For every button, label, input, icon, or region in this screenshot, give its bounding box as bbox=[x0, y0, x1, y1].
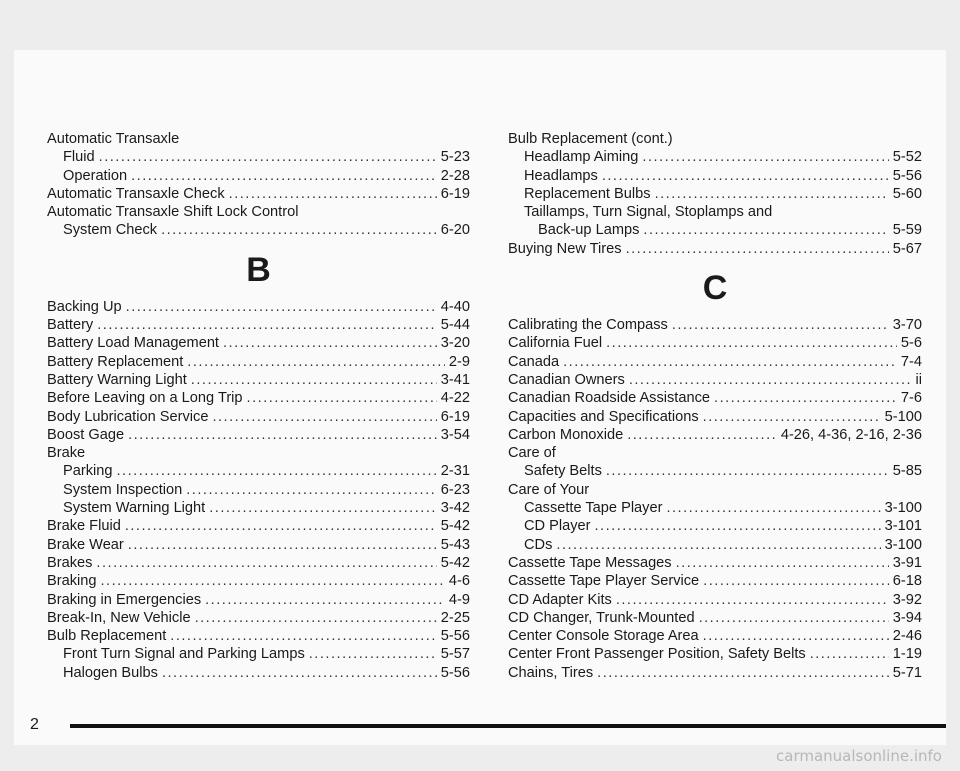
entry-text: Safety Belts bbox=[524, 463, 602, 480]
index-entry bbox=[47, 499, 470, 517]
dot-leader bbox=[626, 240, 889, 258]
dot-leader bbox=[187, 353, 445, 371]
entry-text: CD Changer, Trunk-Mounted bbox=[508, 609, 695, 626]
group-b bbox=[47, 298, 470, 682]
entry-page: 3-101 bbox=[884, 518, 922, 535]
entry-text: Brake bbox=[47, 445, 86, 462]
entry-text: Braking in Emergencies bbox=[47, 591, 202, 608]
index-entry bbox=[508, 130, 922, 148]
dot-leader bbox=[629, 371, 912, 389]
entry-text: Brake Wear bbox=[47, 536, 124, 553]
entry-page: 6-19 bbox=[440, 185, 470, 202]
entry-text: Back-up Lamps bbox=[538, 222, 640, 239]
dot-leader bbox=[212, 408, 436, 426]
entry-page: 4-22 bbox=[440, 390, 470, 407]
dot-leader bbox=[170, 627, 437, 645]
entry-text: Capacities and Specifications bbox=[508, 408, 699, 425]
entry-text: Calibrating the Compass bbox=[508, 317, 668, 334]
index-entry bbox=[508, 240, 922, 258]
dot-leader bbox=[672, 316, 889, 334]
dot-leader bbox=[676, 554, 889, 572]
entry-page: 5-100 bbox=[884, 408, 922, 425]
entry-page: 6-18 bbox=[892, 573, 922, 590]
entry-text: Carbon Monoxide bbox=[508, 426, 624, 443]
dot-leader bbox=[666, 499, 880, 517]
index-entry bbox=[47, 462, 470, 480]
dot-leader bbox=[643, 221, 888, 239]
entry-page: 5-57 bbox=[440, 646, 470, 663]
entry-text: Operation bbox=[63, 167, 128, 184]
dot-leader bbox=[627, 426, 777, 444]
dot-leader bbox=[186, 481, 437, 499]
dot-leader bbox=[703, 408, 881, 426]
entry-text: Battery Warning Light bbox=[47, 371, 187, 388]
entry-page: 6-23 bbox=[440, 481, 470, 498]
entry-page: 4-6 bbox=[448, 573, 470, 590]
index-entry bbox=[508, 462, 922, 480]
dot-leader bbox=[699, 609, 889, 627]
entry-page: ii bbox=[915, 371, 922, 388]
dot-leader bbox=[223, 334, 437, 352]
entry-text: Automatic Transaxle bbox=[47, 131, 180, 147]
entry-text: Parking bbox=[63, 463, 113, 480]
entry-page: 5-60 bbox=[892, 185, 922, 202]
index-entry bbox=[47, 444, 470, 462]
entry-page: 7-6 bbox=[900, 390, 922, 407]
section-letter-b: B bbox=[246, 250, 271, 289]
footer-rule bbox=[70, 724, 946, 728]
entry-text: Bulb Replacement (cont.) bbox=[508, 131, 673, 147]
entry-text: Before Leaving on a Long Trip bbox=[47, 390, 243, 407]
entry-text: Front Turn Signal and Parking Lamps bbox=[63, 646, 305, 663]
entry-page: 4-26, 4-36, 2-16, 2-36 bbox=[780, 426, 922, 443]
group-c bbox=[508, 316, 922, 682]
index-entry bbox=[47, 645, 470, 663]
index-entry bbox=[508, 591, 922, 609]
entry-page: 2-28 bbox=[440, 167, 470, 184]
index-entry bbox=[47, 408, 470, 426]
entry-page: 3-41 bbox=[440, 371, 470, 388]
page-number: 2 bbox=[30, 716, 39, 733]
entry-text: Canadian Roadside Assistance bbox=[508, 390, 711, 407]
entry-page: 5-23 bbox=[440, 149, 470, 166]
dot-leader bbox=[99, 148, 437, 166]
dot-leader bbox=[642, 148, 888, 166]
entry-text: CD Adapter Kits bbox=[508, 591, 612, 608]
entry-text: Braking bbox=[47, 573, 97, 590]
entry-text: Battery bbox=[47, 317, 94, 334]
index-page bbox=[14, 50, 946, 745]
index-entry bbox=[47, 591, 470, 609]
dot-leader bbox=[126, 298, 437, 316]
entry-page: 7-4 bbox=[900, 353, 922, 370]
dot-leader bbox=[116, 462, 436, 480]
entry-page: 5-42 bbox=[440, 518, 470, 535]
index-entry bbox=[47, 298, 470, 316]
index-entry bbox=[508, 221, 922, 239]
index-entry bbox=[508, 627, 922, 645]
entry-text: Canada bbox=[508, 353, 560, 370]
entry-text: Canadian Owners bbox=[508, 371, 625, 388]
dot-leader bbox=[556, 536, 880, 554]
index-entry bbox=[508, 517, 922, 535]
dot-leader bbox=[563, 353, 897, 371]
entry-text: California Fuel bbox=[508, 335, 603, 352]
entry-page: 3-100 bbox=[884, 500, 922, 517]
index-entry bbox=[508, 536, 922, 554]
dot-leader bbox=[616, 591, 889, 609]
index-entry bbox=[47, 130, 470, 148]
dot-leader bbox=[96, 554, 436, 572]
group-a-left bbox=[47, 130, 470, 240]
entry-text: Center Console Storage Area bbox=[508, 628, 699, 645]
index-entry bbox=[47, 426, 470, 444]
entry-page: 1-19 bbox=[892, 646, 922, 663]
entry-text: Cassette Tape Messages bbox=[508, 554, 672, 571]
dot-leader bbox=[125, 517, 437, 535]
entry-text: Cassette Tape Player bbox=[524, 500, 663, 517]
entry-page: 3-94 bbox=[892, 609, 922, 626]
index-entry bbox=[508, 353, 922, 371]
index-entry bbox=[508, 645, 922, 663]
index-entry bbox=[47, 371, 470, 389]
entry-text: Backing Up bbox=[47, 298, 122, 315]
entry-text: Battery Load Management bbox=[47, 335, 219, 352]
dot-leader bbox=[606, 462, 889, 480]
dot-leader bbox=[161, 221, 437, 239]
index-column-left bbox=[47, 130, 470, 682]
dot-leader bbox=[191, 371, 437, 389]
dot-leader bbox=[602, 167, 889, 185]
dot-leader bbox=[131, 167, 437, 185]
entry-text: Cassette Tape Player Service bbox=[508, 573, 700, 590]
entry-page: 3-91 bbox=[892, 554, 922, 571]
index-entry bbox=[47, 572, 470, 590]
entry-text: Taillamps, Turn Signal, Stoplamps and bbox=[524, 204, 773, 221]
index-entry bbox=[47, 609, 470, 627]
entry-page: 5-42 bbox=[440, 554, 470, 571]
index-entry bbox=[47, 481, 470, 499]
entry-text: Fluid bbox=[63, 149, 95, 166]
group-a-right bbox=[508, 130, 922, 258]
index-entry bbox=[508, 316, 922, 334]
index-column-right bbox=[508, 130, 922, 682]
dot-leader bbox=[162, 664, 437, 682]
index-entry bbox=[47, 517, 470, 535]
index-entry bbox=[508, 481, 922, 499]
entry-text: Automatic Transaxle Shift Lock Control bbox=[47, 204, 299, 221]
entry-text: Bulb Replacement bbox=[47, 628, 167, 645]
entry-page: 2-46 bbox=[892, 628, 922, 645]
section-letter-c: C bbox=[702, 269, 728, 308]
dot-leader bbox=[205, 591, 445, 609]
index-entry bbox=[47, 185, 470, 203]
entry-page: 5-56 bbox=[440, 628, 470, 645]
dot-leader bbox=[606, 334, 897, 352]
dot-leader bbox=[309, 645, 437, 663]
index-entry bbox=[47, 554, 470, 572]
dot-leader bbox=[247, 389, 437, 407]
dot-leader bbox=[100, 572, 444, 590]
entry-page: 3-42 bbox=[440, 500, 470, 517]
entry-page: 3-92 bbox=[892, 591, 922, 608]
entry-text: Halogen Bulbs bbox=[63, 664, 158, 681]
index-entry bbox=[47, 664, 470, 682]
index-entry bbox=[508, 203, 922, 221]
index-entry bbox=[47, 316, 470, 334]
index-entry bbox=[508, 572, 922, 590]
entry-page: 4-9 bbox=[448, 591, 470, 608]
entry-text: Battery Replacement bbox=[47, 353, 184, 370]
watermark: carmanualsonline.info bbox=[776, 747, 942, 765]
index-entry bbox=[508, 664, 922, 682]
index-entry bbox=[47, 148, 470, 166]
entry-page: 3-20 bbox=[440, 335, 470, 352]
index-entry bbox=[508, 609, 922, 627]
entry-page: 2-25 bbox=[440, 609, 470, 626]
entry-text: Brakes bbox=[47, 554, 93, 571]
entry-text: Care of bbox=[508, 445, 556, 462]
index-entry bbox=[47, 221, 470, 239]
entry-text: Automatic Transaxle Check bbox=[47, 185, 225, 202]
entry-text: Buying New Tires bbox=[508, 240, 622, 257]
dot-leader bbox=[597, 664, 889, 682]
entry-text: System Warning Light bbox=[63, 500, 206, 517]
entry-page: 3-70 bbox=[892, 317, 922, 334]
entry-page: 2-31 bbox=[440, 463, 470, 480]
entry-text: Body Lubrication Service bbox=[47, 408, 209, 425]
entry-text: Center Front Passenger Position, Safety Belts bbox=[508, 646, 806, 663]
entry-text: Headlamp Aiming bbox=[524, 149, 639, 166]
index-entry bbox=[47, 334, 470, 352]
dot-leader bbox=[655, 185, 889, 203]
entry-text: System Inspection bbox=[63, 481, 183, 498]
dot-leader bbox=[209, 499, 437, 517]
index-entry bbox=[508, 444, 922, 462]
entry-page: 5-6 bbox=[900, 335, 922, 352]
dot-leader bbox=[595, 517, 881, 535]
dot-leader bbox=[128, 536, 437, 554]
entry-page: 5-71 bbox=[892, 664, 922, 681]
index-entry bbox=[508, 334, 922, 352]
entry-text: Brake Fluid bbox=[47, 518, 121, 535]
entry-page: 5-43 bbox=[440, 536, 470, 553]
entry-page: 5-56 bbox=[892, 167, 922, 184]
entry-page: 5-52 bbox=[892, 149, 922, 166]
index-entry bbox=[508, 426, 922, 444]
index-entry bbox=[47, 353, 470, 371]
dot-leader bbox=[128, 426, 437, 444]
entry-page: 5-85 bbox=[892, 463, 922, 480]
entry-page: 3-100 bbox=[884, 536, 922, 553]
entry-page: 5-44 bbox=[440, 317, 470, 334]
index-entry bbox=[508, 371, 922, 389]
index-entry bbox=[47, 203, 470, 221]
index-entry bbox=[47, 536, 470, 554]
entry-page: 5-59 bbox=[892, 222, 922, 239]
index-entry bbox=[47, 627, 470, 645]
entry-page: 6-20 bbox=[440, 222, 470, 239]
index-entry bbox=[508, 554, 922, 572]
index-entry bbox=[47, 389, 470, 407]
entry-text: Headlamps bbox=[524, 167, 598, 184]
index-entry bbox=[47, 167, 470, 185]
entry-text: CDs bbox=[524, 536, 553, 553]
entry-page: 2-9 bbox=[448, 353, 470, 370]
dot-leader bbox=[229, 185, 437, 203]
dot-leader bbox=[97, 316, 437, 334]
entry-text: Boost Gage bbox=[47, 426, 125, 443]
entry-text: Break-In, New Vehicle bbox=[47, 609, 191, 626]
entry-page: 6-19 bbox=[440, 408, 470, 425]
index-entry bbox=[508, 408, 922, 426]
dot-leader bbox=[195, 609, 437, 627]
index-entry bbox=[508, 185, 922, 203]
dot-leader bbox=[714, 389, 897, 407]
index-entry bbox=[508, 167, 922, 185]
dot-leader bbox=[703, 572, 889, 590]
entry-page: 4-40 bbox=[440, 298, 470, 315]
index-entry bbox=[508, 148, 922, 166]
index-entry bbox=[508, 389, 922, 407]
entry-page: 5-67 bbox=[892, 240, 922, 257]
dot-leader bbox=[810, 645, 889, 663]
entry-page: 3-54 bbox=[440, 426, 470, 443]
entry-text: Chains, Tires bbox=[508, 664, 594, 681]
entry-text: CD Player bbox=[524, 518, 591, 535]
dot-leader bbox=[703, 627, 889, 645]
entry-page: 5-56 bbox=[440, 664, 470, 681]
entry-text: Replacement Bulbs bbox=[524, 185, 651, 202]
entry-text: System Check bbox=[63, 222, 158, 239]
index-entry bbox=[508, 499, 922, 517]
entry-text: Care of Your bbox=[508, 481, 590, 498]
